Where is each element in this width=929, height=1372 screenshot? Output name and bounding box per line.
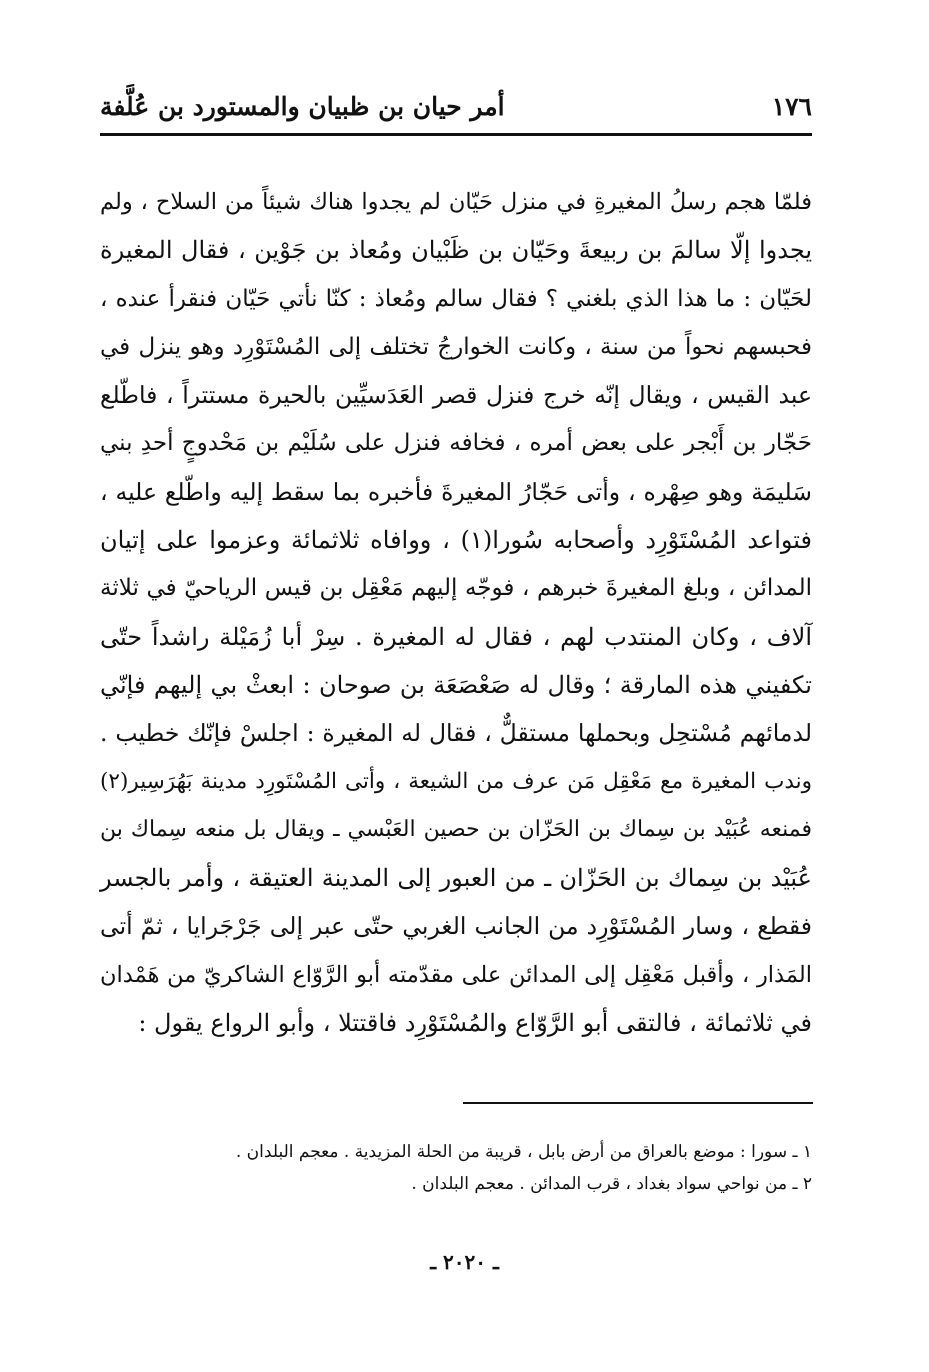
page-number: ـ ٢٠٢٠ ـ: [430, 1250, 499, 1274]
body-line: فحبسهم نحواً من سنة ، وكانت الخوارجُ تختلف إلى المُسْتَوْرِد وهو ينزل في: [100, 333, 812, 360]
footnote-1: ١ ـ سورا : موضع بالعراق من أرض بابل ، قريبة من الحلة المزيدية . معجم البلدان .: [235, 1142, 812, 1162]
body-line: المدائن ، وبلغ المغيرةَ خبرهم ، فوجّه إليهم مَعْقِل بن قيس الرياحيّ في ثلاثة: [100, 575, 812, 602]
footnote-divider: [463, 1102, 813, 1104]
header-page-ref: ١٧٦: [771, 91, 812, 121]
body-line: لحَيّان : ما هذا الذي بلغني ؟ فقال سالم ومُعاذ : كنّا نأتي حَيّان فنقرأ عنده ،: [100, 285, 812, 312]
body-line: وندب المغيرة مع مَعْقِل مَن عرف من الشيعة ، وأتى المُسْتَورِد مدينة بَهُرَسِير(٢): [100, 768, 812, 794]
header-title: أمر حيان بن ظبيان والمستورد بن عُلَّفة: [100, 91, 505, 121]
page-header: [100, 86, 812, 126]
header-divider: [100, 133, 812, 136]
footnotes: [100, 1136, 812, 1200]
footnote-2: ٢ ـ من نواحي سواد بغداد ، قرب المدائن . معجم البلدان .: [411, 1174, 812, 1194]
body-line: حَجّار بن أَبْجر على بعض أمره ، فخافه فنزل على سُلَيْم بن مَحْدوجٍ أحدِ بني: [100, 430, 812, 457]
body-line: في ثلاثمائة ، فالتقى أبو الرَّوّاع والمُسْتَوْرِد فاقتتلا ، وأبو الرواع يقول :: [138, 1009, 812, 1038]
body-line: فمنعه عُبَيْد بن سِماك بن الحَزّان بن حصين العَبْسي ـ ويقال بل منعه سِماك بن: [100, 816, 812, 842]
body-line: عبد القيس ، ويقال إنّه خرج فنزل قصر العَدَسيِّين بالحيرة مستتراً ، فاطّلع: [100, 381, 812, 410]
body-line: المَذار ، وأقبل مَعْقِل إلى المدائن على مقدّمته أبو الرَّوّاع الشاكريّ من هَمْدان: [100, 961, 812, 988]
body-line: تكفيني هذه المارقة ؛ وقال له صَعْصَعَة بن صوحان : ابعثْ بي إليهم فإنّي: [100, 670, 812, 699]
body-line: فتواعد المُسْتَوْرِد وأصحابه سُورا(١) ، ووافاه ثلاثمائة وعزموا على إتيان: [100, 526, 812, 555]
body-line: فلمّا هجم رسلُ المغيرةِ في منزل حَيّان لم يجدوا هناك شيئاً من السلاح ، ولم: [100, 189, 812, 215]
body-text: [100, 178, 812, 1047]
body-line: سَليمَة وهو صِهْره ، وأتى حَجّارُ المغيرةَ فأخبره بما سقط إليه واطّلع عليه ،: [100, 477, 812, 506]
body-line: عُبَيْد بن سِماك بن الحَزّان ـ من العبور إلى المدينة العتيقة ، وأمر بالجسر: [100, 864, 812, 893]
body-line: فقطع ، وسار المُسْتَوْرِد من الجانب الغربي حتّى عبر إلى جَرْجَرايا ، ثمّ أتى: [100, 912, 812, 941]
body-line: آلاف ، وكان المنتدب لهم ، فقال له المغيرة . سِرْ أبا زُمَيْلة راشداً حتّى: [100, 622, 812, 651]
body-line: يجدوا إلّا سالمَ بن ربيعةَ وحَيّان بن ظَبْيان ومُعاذ بن جَوْين ، فقال المغيرة: [100, 236, 812, 265]
body-line: لدمائهم مُسْتحِل وبحملها مستقلٌّ ، فقال له المغيرة : اجلسْ فإنّك خطيب .: [100, 719, 812, 748]
